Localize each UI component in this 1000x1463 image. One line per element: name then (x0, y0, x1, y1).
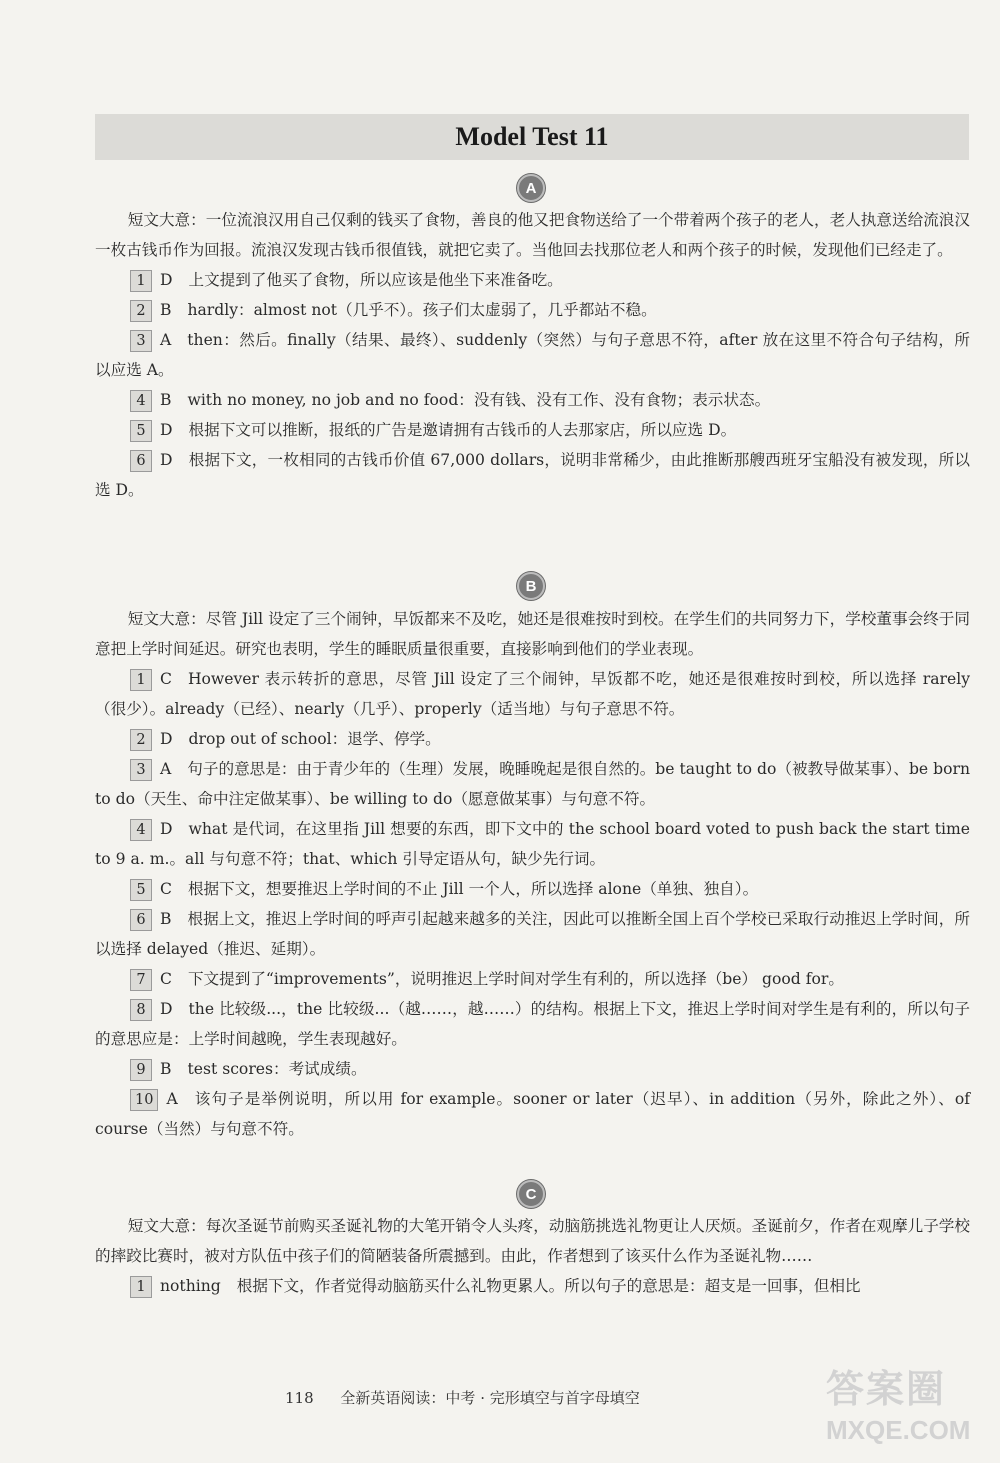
answer-number: 2 (130, 300, 152, 322)
answer-item (95, 1271, 970, 1301)
answer-number: 3 (130, 759, 152, 781)
answer-item (95, 1054, 970, 1084)
answer-letter: B (160, 910, 172, 928)
answer-letter: B (160, 1060, 172, 1078)
answer-item (95, 1084, 970, 1144)
book-title: 全新英语阅读：中考 · 完形填空与首字母填空 (340, 1389, 640, 1407)
answer-number: 1 (130, 270, 152, 292)
answer-number: 8 (130, 999, 152, 1021)
answer-number: 1 (130, 669, 152, 691)
answer-letter: D (160, 421, 173, 439)
answer-explanation: hardly：almost not（几乎不）。孩子们太虚弱了，几乎都站不稳。 (187, 301, 657, 319)
answer-letter: B (160, 301, 172, 319)
section-b-summary: 短文大意：尽管 Jill 设定了三个闹钟，早饭都来不及吃，她还是很难按时到校。在学生们的共同努力下，学校董事会终于同意把上学时间延迟。研究也表明，学生的睡眠质量很重要，直接影响到他们的学业表现。 (95, 610, 970, 658)
answer-item (95, 295, 970, 325)
page-title: Model Test 11 (455, 122, 609, 151)
answer-letter: A (166, 1090, 178, 1108)
answer-letter: C (160, 670, 172, 688)
answer-item (95, 445, 970, 505)
answer-letter: C (160, 970, 172, 988)
answer-item (95, 964, 970, 994)
answer-number: 1 (130, 1276, 152, 1298)
answer-explanation: test scores：考试成绩。 (187, 1060, 367, 1078)
answer-item (95, 814, 970, 874)
answer-explanation: 根据下文，想要推迟上学时间的不止 Jill 一个人，所以选择 alone（单独、独自）。 (187, 880, 759, 898)
section-c-badge: C (517, 1180, 545, 1208)
answer-item (95, 904, 970, 964)
answer-explanation: 句子的意思是：由于青少年的（生理）发展，晚睡晚起是很自然的。be taught to do（被教导做某事）、be born to do（天生、命中注定做某事）、be willing to do（愿意做某事）与句意不符。 (95, 760, 970, 808)
section-b-badge: B (517, 572, 545, 600)
page-number: 118 (285, 1389, 314, 1407)
answer-item (95, 265, 970, 295)
answer-explanation: 根据下文可以推断，报纸的广告是邀请拥有古钱币的人去那家店，所以应选 D。 (188, 421, 737, 439)
section-c (95, 1211, 970, 1301)
answer-number: 6 (130, 450, 152, 472)
answer-explanation: what 是代词，在这里指 Jill 想要的东西，即下文中的 the school board voted to push back the start time to 9 a. m.。all 与句意不符；that、which 引导定语从句，缺少先行词。 (95, 820, 970, 868)
answer-item (95, 874, 970, 904)
answer-number: 2 (130, 729, 152, 751)
answer-item (95, 385, 970, 415)
answer-letter: D (160, 271, 173, 289)
answer-number: 4 (130, 819, 152, 841)
title-bar (95, 114, 969, 160)
answer-number: 9 (130, 1059, 152, 1081)
answer-letter: A (160, 331, 172, 349)
page-footer (285, 1387, 640, 1408)
answer-letter: A (160, 760, 172, 778)
answer-explanation: 根据下文，一枚相同的古钱币价值 67,000 dollars，说明非常稀少，由此推断那艘西班牙宝船没有被发现，所以选 D。 (95, 451, 970, 499)
answer-letter: nothing (160, 1277, 221, 1295)
section-a (95, 205, 970, 505)
answer-letter: C (160, 880, 172, 898)
answer-explanation: drop out of school：退学、停学。 (188, 730, 441, 748)
answer-letter: D (160, 1000, 173, 1018)
answer-explanation: 根据上文，推迟上学时间的呼声引起越来越多的关注，因此可以推断全国上百个学校已采取行动推迟上学时间，所以选择 delayed（推迟、延期）。 (95, 910, 970, 958)
answer-number: 5 (130, 420, 152, 442)
answer-item (95, 664, 970, 724)
answer-letter: D (160, 820, 173, 838)
answer-letter: D (160, 730, 173, 748)
answer-number: 4 (130, 390, 152, 412)
answer-explanation: with no money, no job and no food：没有钱、没有工作、没有食物；表示状态。 (187, 391, 771, 409)
answer-number: 3 (130, 330, 152, 352)
answer-explanation: 上文提到了他买了食物，所以应该是他坐下来准备吃。 (188, 271, 563, 289)
answer-item (95, 325, 970, 385)
answer-item (95, 415, 970, 445)
section-b (95, 604, 970, 1144)
answer-item (95, 724, 970, 754)
answer-explanation: 下文提到了“improvements”，说明推迟上学时间对学生有利的，所以选择（be） good for。 (187, 970, 844, 988)
answer-number: 10 (130, 1089, 158, 1111)
watermark-logo-text: 答案圈 (826, 1369, 947, 1411)
answer-item (95, 994, 970, 1054)
answer-explanation: However 表示转折的意思，尽管 Jill 设定了三个闹钟，早饭都不吃，她还是很难按时到校，所以选择 rarely（很少）。already（已经）、nearly（几乎）、properly（适当地）与句子意思不符。 (95, 670, 970, 718)
answer-explanation: then：然后。finally（结果、最终）、suddenly（突然）与句子意思不符，after 放在这里不符合句子结构，所以应选 A。 (95, 331, 970, 379)
section-c-summary: 短文大意：每次圣诞节前购买圣诞礼物的大笔开销令人头疼，动脑筋挑选礼物更让人厌烦。圣诞前夕，作者在观摩儿子学校的摔跤比赛时，被对方队伍中孩子们的简陋装备所震撼到。由此，作者想到了该买什么作为圣诞礼物…… (95, 1217, 970, 1265)
answer-item (95, 754, 970, 814)
answer-explanation: 该句子是举例说明，所以用 for example。sooner or later（迟早）、in addition（另外，除此之外）、of course（当然）与句意不符。 (95, 1090, 970, 1138)
watermark (826, 1368, 996, 1458)
answer-number: 5 (130, 879, 152, 901)
answer-explanation: the 比较级...，the 比较级...（越……，越……）的结构。根据上下文，推迟上学时间对学生是有利的，所以句子的意思应是：上学时间越晚，学生表现越好。 (95, 1000, 970, 1048)
answer-letter: B (160, 391, 172, 409)
answer-explanation: 根据下文，作者觉得动脑筋买什么礼物更累人。所以句子的意思是：超支是一回事，但相比 (236, 1277, 861, 1295)
answer-letter: D (160, 451, 173, 469)
watermark-url: MXQE.COM (826, 1415, 971, 1445)
answer-number: 7 (130, 969, 152, 991)
answer-number: 6 (130, 909, 152, 931)
section-a-summary: 短文大意：一位流浪汉用自己仅剩的钱买了食物，善良的他又把食物送给了一个带着两个孩子的老人，老人执意送给流浪汉一枚古钱币作为回报。流浪汉发现古钱币很值钱，就把它卖了。当他回去找那位老人和两个孩子的时候，发现他们已经走了。 (95, 211, 970, 259)
section-a-badge: A (517, 174, 545, 202)
